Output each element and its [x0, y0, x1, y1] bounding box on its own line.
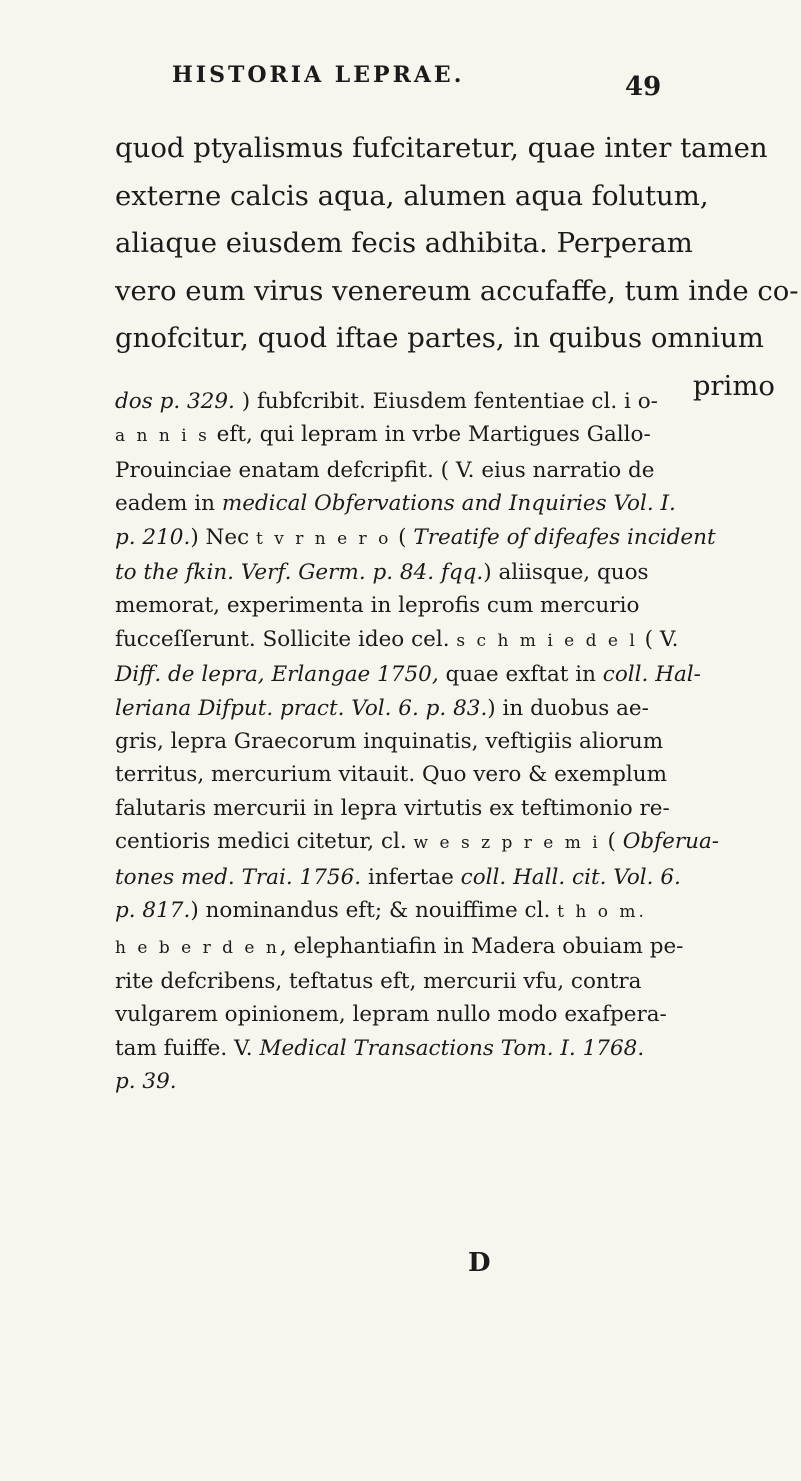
text-run: centioris medici citetur, cl. — [115, 829, 414, 855]
main-line: aliaque eiusdem fecis adhibita. Perperam — [115, 227, 693, 259]
page-number: 49 — [625, 72, 662, 102]
note-line — [115, 758, 775, 791]
note-line — [115, 623, 775, 658]
text-run: ) aliisque, quos — [483, 560, 649, 586]
italic-run: p. 39. — [115, 1069, 177, 1095]
text-run: quae exftat in — [438, 662, 603, 688]
text-run: vulgarem opinionem, lepram nullo modo exafpera- — [115, 1002, 667, 1028]
text-run: ) nominandus eft; & nouiffime cl. — [190, 898, 558, 924]
text-run: ) Nec — [190, 524, 256, 550]
note-line — [115, 589, 775, 622]
note-line — [115, 385, 775, 418]
main-line: vero eum virus venereum accufaffe, tum inde co- — [115, 274, 799, 307]
note-line — [115, 1032, 775, 1065]
main-line: gnofcitur, quod iftae partes, in quibus omnium — [115, 322, 764, 354]
italic-run: tones med. Trai. 1756. — [115, 864, 362, 890]
text-run: territus, mercurium vitauit. Quo vero & exemplum — [115, 762, 667, 788]
text-run: memorat, experimenta in leprofis cum mercurio — [115, 593, 640, 619]
note-line — [115, 825, 775, 860]
main-paragraph — [115, 125, 799, 410]
smallcaps-name: t v r n e r o — [255, 528, 392, 549]
note-line — [115, 454, 775, 487]
note-line — [115, 965, 775, 998]
smallcaps-name: s c h m i e d e l — [456, 630, 638, 651]
text-run: ) in duobus ae- — [487, 695, 649, 721]
signature-mark: D — [468, 1248, 491, 1278]
text-run: gris, lepra Graecorum inquinatis, veftigiis aliorum — [115, 729, 664, 755]
text-run: falutaris mercurii in lepra virtutis ex teftimonio re- — [115, 795, 670, 821]
main-line: quod ptyalismus fufcitaretur, quae inter tamen — [115, 132, 768, 164]
italic-run: coll. Hall. cit. Vol. 6. — [460, 864, 681, 890]
text-run: infertae — [361, 864, 461, 890]
note-line — [115, 487, 775, 520]
running-title: HISTORIA LEPRAE. — [172, 62, 465, 88]
text-run: rite defcribens, teftatus eft, mercurii vfu, contra — [115, 968, 642, 994]
text-run: eadem in — [115, 491, 222, 517]
smallcaps-name: h e b e r d e n — [115, 937, 280, 958]
italic-run: coll. Hal- — [602, 662, 701, 688]
footnote-block — [115, 385, 775, 1099]
italic-run: p. 817. — [115, 898, 191, 924]
italic-run: leriana Difput. pract. Vol. 6. p. 83. — [115, 695, 488, 721]
smallcaps-name: t h o m. — [557, 902, 647, 923]
note-line — [115, 998, 775, 1031]
text-run: fucceſſerunt. Sollicite ideo cel. — [115, 626, 457, 652]
italic-run: Medical Transactions Tom. I. 1768. — [259, 1035, 645, 1061]
text-run: , elephantiafin in Madera obuiam pe- — [279, 933, 684, 959]
italic-run: Treatife of difeafes incident — [413, 524, 716, 550]
text-run: Prouinciae enatam defcripfit. ( V. eius narratio de — [115, 457, 655, 483]
text-run: ( — [600, 829, 623, 855]
note-line — [115, 1065, 775, 1098]
note-line — [115, 930, 775, 965]
note-line — [115, 894, 775, 929]
note-line — [115, 692, 775, 725]
smallcaps-name: w e s z p r e m i — [413, 833, 601, 854]
note-line — [115, 418, 775, 453]
italic-run: to the fkin. Verf. Germ. p. 84. fqq. — [115, 560, 484, 586]
text-run: ) fubfcribit. Eiusdem fententiae cl. i o- — [234, 389, 658, 414]
catchword: primo — [692, 369, 775, 402]
note-line — [115, 725, 775, 758]
text-run: ( — [391, 524, 414, 550]
text-run: eft, qui lepram in vrbe Martigues Gallo- — [209, 422, 651, 448]
text-run: tam fuiffe. V. — [115, 1035, 260, 1061]
note-line — [115, 521, 775, 556]
smallcaps-name: a n n i s — [115, 426, 210, 447]
italic-run: p. 210. — [115, 524, 191, 550]
text-run: ( V. — [637, 626, 679, 652]
italic-run: Diff. de lepra, Erlangae 1750, — [115, 662, 439, 688]
italic-run: dos p. 329. — [115, 389, 235, 414]
note-line — [115, 556, 775, 589]
italic-run: medical Obfervations and Inquiries Vol. I. — [221, 491, 676, 517]
main-line: externe calcis aqua, alumen aqua folutum, — [115, 179, 709, 212]
note-line — [115, 792, 775, 825]
note-line — [115, 658, 775, 691]
note-line — [115, 861, 775, 894]
italic-run: Obferua- — [622, 829, 720, 855]
